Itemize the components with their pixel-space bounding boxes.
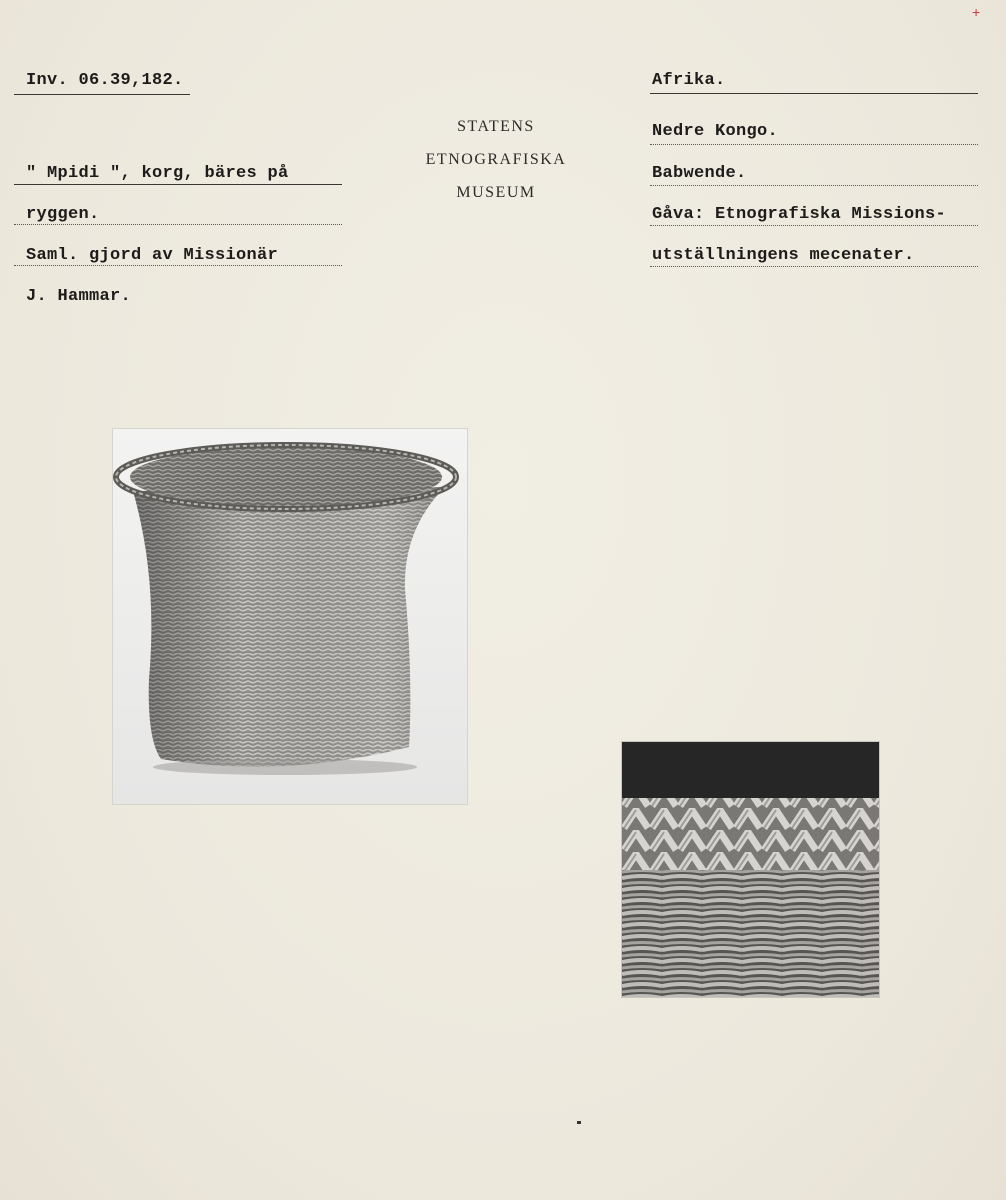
right-entry-1: Nedre Kongo. xyxy=(652,122,779,141)
right-rule-2 xyxy=(650,185,978,186)
region: Afrika. xyxy=(652,71,726,90)
museum-name-line-2: ETNOGRAFISKA xyxy=(425,151,567,168)
inventory-rule xyxy=(14,94,190,95)
paper-speck xyxy=(577,1121,581,1124)
right-rule-3 xyxy=(650,225,978,226)
left-rule-2 xyxy=(14,224,342,225)
left-entry-2: ryggen. xyxy=(26,205,100,224)
museum-name-line-1: STATENS xyxy=(457,118,535,135)
right-rule-4 xyxy=(650,266,978,267)
inventory-number: Inv. 06.39,182. xyxy=(26,71,184,90)
museum-name-line-3: MUSEUM xyxy=(456,184,536,201)
right-entry-4: utställningens mecenater. xyxy=(652,246,915,265)
left-entry-1: " Mpidi ", korg, bäres på xyxy=(26,164,289,183)
right-entry-2: Babwende. xyxy=(652,164,747,183)
right-rule-1 xyxy=(650,144,978,145)
left-entry-4: J. Hammar. xyxy=(26,287,132,306)
basket-photo xyxy=(113,429,467,804)
basket-detail-illustration xyxy=(622,742,879,997)
left-rule-1 xyxy=(14,184,342,185)
basket-detail-photo xyxy=(622,742,879,997)
right-entry-3: Gåva: Etnografiska Missions- xyxy=(652,205,947,224)
basket-illustration xyxy=(113,429,467,804)
red-plus-mark: + xyxy=(972,4,981,20)
left-rule-3 xyxy=(14,265,342,266)
left-entry-3: Saml. gjord av Missionär xyxy=(26,246,279,265)
region-rule xyxy=(650,93,978,94)
